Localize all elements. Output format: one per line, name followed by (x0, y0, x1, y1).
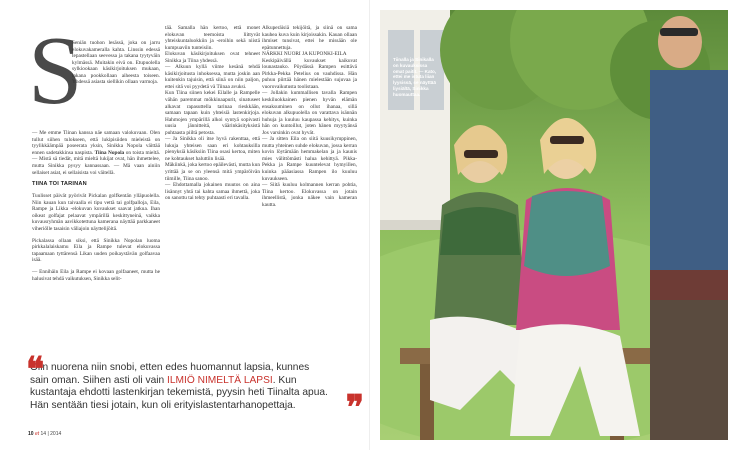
section-heading-tiina: TIINA TOI TARINAN (32, 181, 87, 188)
intro-paragraph: Seniän tuohon lesässä, joka on jarru elokuvakameralla kahta. Linssin edessä tepastellaan seevessa ja takana tyytyväin kylmässä. Muitakin eivä on. Etupuolella sylkiookaan käsikirjoituksen mukaan, takana pookkollaan aiheesta toiseen. Yhdessä asiasta siellikin ollaan varmoja. (72, 40, 160, 86)
gutter (369, 0, 370, 450)
column-2-text: tää. Samalla hän kertoo, että monet elokuvan teemoista liittyvät yhteiskuntaluokkiin ja -eroihin sekä niistä kumpuaviin tunteisiin. Elokuvan käsikirjoituksen ovat tehneet Sinikka ja Tiina yhdessä. — Alkuun kyllä viime kesänä tehdä käsikirjoitusta inhoksessa, mutta joskin aan kuitenkin tajuisin, että siinä on niin paljon, ettei sitä voi pyydetä vä Tiinaa avuksi. Kun Tiina siinen kekei Eilalle ja Rampelle vähän paremmat mökkinaapurit, sinatuseet alkavat rapasuttella tarinaa rieskkään, samaan tapaan kuin yhteisiä lastenkirjoja. Hahmojen ympärillä alkoi syntyä sopivasti uusia jännitteitä, väärinkäsityksistä puhtaasta piiltä petosta. — Ja Sinikka oli itse hyvä rakenttaa, että lukuja yhteisen saan eri kohtauksilla pienyksiä käsiksiin Tiina osasi kertoa, miten ne kohtaukset haluttiin lisää. Mäkiinkä, joka kertoo epäilevästi, mutta kun yrittää ja se on yleensä mitä ympäröivän tiimille, Tiina sanoo. — Ehdottamalla jokainen muutos on aina lisännyt yhtä tai kahta samaa ihmettä, joka on sanottu tai tehty puhtaasti eri tavalla. (165, 25, 260, 202)
page-footer (28, 431, 61, 437)
column-2 (165, 25, 260, 202)
page-number: 10 (28, 431, 34, 437)
column-3 (262, 25, 357, 208)
quote-paragraph: — Me emme Tiinan kanssa näe samaan valokuvaan. Olen tullut siihen tulokseen, että lukipisiiden mieleistä on tyylikkäämpää poseerata yksin, Sinikka Nopola väittää ennen sadetakkinsa naspista. Tiina Nopola on toista mieltä. — Mistä sä tiedät, mitä mieltä lukijat ovat, hän ihmettelee, mutta Sinikka pysyy kannassaan. — Mä vaan ainiin sellaiset asiat, ei sellaisista voi väitellä. (32, 130, 161, 176)
issue-number: 14 | 2014 (40, 431, 62, 437)
tiina-paragraph-2: Pickalassa ollaan siksi, että Sinikka Nopolan luoma pirkkalalaiskamu Eila ja Rampe tulevat elokuvassa tapaamaan tyttärensä Likan uuden poikaystävän golfaavaa isää. (32, 237, 160, 264)
column-3-text: Alkuperäisiä tekijöitä, ja siinä on sama kauhea kuva kuin kirjoissakin. Kauan ollaan ihmiset tunsivat, ettei he missään ole epätunnettuja. NÄRKKI NUORI JA KUPONKI-EILA Keskipäivällä kuvaukset kaikuvat lounastauko. Pöydässä Rampen esittävä Pirkka-Pekka Petelius on vauhdissa. Hän puhuu piirtää hänen mielestään sujuvaa ja vuorovaikutusta toolistaan. — Jollakin kummallisen tavalla Rampen keskiluokkainen pienen hyvän elämän ensaksuminen on ollut ihanaa, sillä elokuvan alkupuolella on varattava isännän huhuja ja kuuluu kaupassa kehitys, kuinka hän on kuntoillut, joten hänen myytyänsä Jos varsinkin ovat hyvät. — Ja sitten Eila on siitä kuusikymppinen, mutta yhteinen suhde elokuvan, jossa kerran kovin löytämään hemmakelan ja ja kaunis mies välittömästi halua kehittyä. Pikka-Pekka ja Rampe kuuntelevat hymyillen, kuinka pääasiassa Rampen ilo kuuluu kuvaukseen. — Siitä kuuluu kolmannen kerran pohtia, Tiina kertoo. Elokuvassa on jotain ihmeellistä, jonka näkee vain kameran kautta. (262, 25, 357, 208)
column-1 (32, 125, 160, 288)
column-1-top (72, 40, 160, 86)
tiina-paragraph-3: — Ennihäin Eila ja Rampe ei kovaan golfaaneet, mutta he halusivat tehdä vaikutuksen, Sinikka selit- (32, 269, 160, 282)
magazine-logo: et (34, 431, 40, 437)
quote-highlight: ILMIÖ NIMELTÄ LAPSI (167, 374, 273, 386)
open-quote-icon: ❝ (26, 352, 45, 389)
drop-cap: S (28, 17, 83, 125)
tiina-paragraph-1: Tuulisset päivät pyörivät Pickalan golfkentän ylläpuolella. Niin kauan kun taivaalla ei tipu vettä tai golfpalloja, Eila, Rampe ja Likka -elokuvan kuvaukset saavat jatkua. Ihan oikeat golfajat pelaavat ympärillä keskittyneinä, vaikka kuvausryhmän aavikkotettuna kamerana näyttää parkkaneet viheriölle tasaisin väliajoin näyttelijöitä. (32, 193, 160, 232)
photo-caption: Tiinalla ja Sinikalla on kuvauksissa omat paitit. — Kato, ettei me istuta liian lyysissä, se näyttää liysiältä, Sinikka huomauttaa. (393, 57, 437, 97)
close-quote-icon: ❞ (345, 390, 364, 427)
pull-quote: ❝ Olin nuorena niin snobi, etten edes huomannut lapsia, kunnes sain oman. Siihen asti oli vain ILMIÖ NIMELTÄ LAPSI. Kun kustantaja ehdotti lastenkirjan tekemistä, pyysin heti Tiinalta apua. Hän sentään tiesi jotain, kun oli erityislastentarhanopettaja. ❞ (26, 352, 364, 427)
name-highlight: Tiina Nopola (94, 149, 125, 156)
